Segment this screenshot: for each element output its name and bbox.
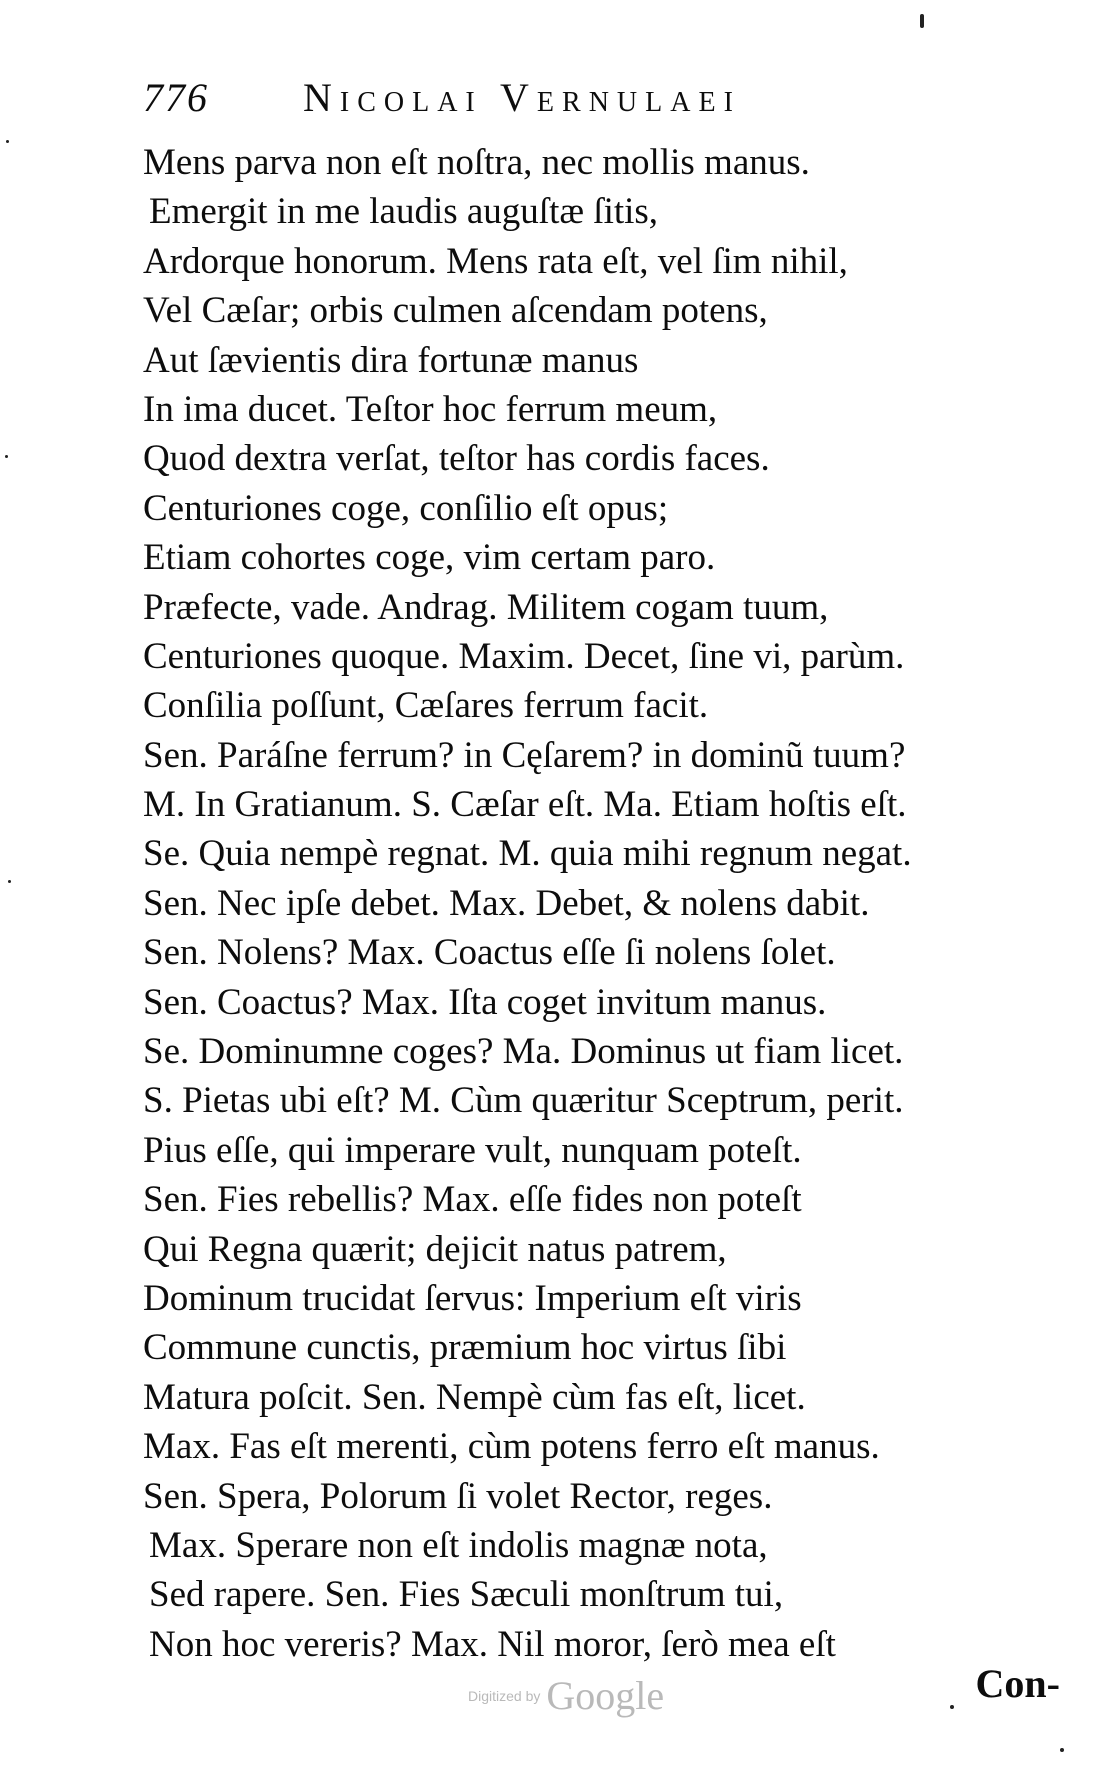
- verse-line: Sen. Paráſne ferrum? in Cęſarem? in dominũ tuum?: [143, 734, 906, 776]
- verse-line: Max. Fas eſt merenti, cùm potens ferro eſt manus.: [143, 1426, 880, 1468]
- verse-line: Etiam cohortes coge, vim certam paro.: [143, 537, 716, 579]
- verse-line: Max. Sperare non eſt indolis magnæ nota,: [149, 1524, 768, 1566]
- verse-line: Ardorque honorum. Mens rata eſt, vel ſim nihil,: [143, 240, 848, 282]
- scan-speck: [6, 140, 9, 143]
- verse-block: [143, 138, 1083, 1669]
- verse-line: Pius eſſe, qui imperare vult, nunquam poteſt.: [143, 1129, 802, 1171]
- verse-line: Centuriones coge, conſilio eſt opus;: [143, 487, 669, 529]
- scan-speck: [5, 455, 8, 458]
- watermark-brand: Google: [546, 1673, 665, 1718]
- verse-line: Vel Cæſar; orbis culmen aſcendam potens,: [143, 290, 768, 332]
- catchword: Con-: [975, 1661, 1060, 1706]
- watermark-prefix: Digitized by: [468, 1687, 541, 1704]
- scan-speck: [950, 1705, 954, 1709]
- verse-line: Non hoc vereris? Max. Nil moror, ſerò mea eſt: [149, 1623, 836, 1665]
- verse-line: Matura poſcit. Sen. Nempè cùm fas eſt, licet.: [143, 1376, 806, 1418]
- page-header: [143, 74, 1043, 124]
- verse-line: Sen. Fies rebellis? Max. eſſe fides non poteſt: [143, 1179, 802, 1221]
- verse-line: Sen. Nolens? Max. Coactus eſſe ſi nolens ſolet.: [143, 932, 836, 974]
- verse-line: Emergit in me laudis auguſtæ ſitis,: [149, 191, 659, 233]
- running-title: Nicolai Vernulaei: [303, 75, 741, 120]
- verse-line: Qui Regna quærit; dejicit natus patrem,: [143, 1228, 727, 1270]
- verse-line: Mens parva non eſt noſtra, nec mollis manus.: [143, 142, 810, 183]
- verse-line: Commune cunctis, præmium hoc virtus ſibi: [143, 1327, 787, 1369]
- verse-line: Centuriones quoque. Maxim. Decet, ſine vi, parùm.: [143, 635, 905, 677]
- verse-line: Sen. Nec ipſe debet. Max. Debet, & nolens dabit.: [143, 882, 870, 924]
- verse-line: Sen. Coactus? Max. Iſta coget invitum manus.: [143, 981, 827, 1023]
- verse-line: Se. Dominumne coges? Ma. Dominus ut fiam licet.: [143, 1031, 904, 1073]
- verse-line: S. Pietas ubi eſt? M. Cùm quæritur Sceptrum, perit.: [143, 1080, 904, 1122]
- verse-line: Conſilia poſſunt, Cæſares ferrum facit.: [143, 685, 709, 727]
- page-number: 776: [143, 75, 209, 120]
- verse-line: Præfecte, vade. Andrag. Militem cogam tuum,: [143, 586, 829, 628]
- verse-line: Sed rapere. Sen. Fies Sæculi monſtrum tui,: [149, 1574, 784, 1616]
- verse-line: Se. Quia nempè regnat. M. quia mihi regnum negat.: [143, 833, 912, 875]
- scan-speck: [1060, 1748, 1064, 1752]
- verse-line: M. In Gratianum. S. Cæſar eſt. Ma. Etiam hoſtis eſt.: [143, 784, 907, 826]
- verse-line: Dominum trucidat ſervus: Imperium eſt viris: [143, 1277, 802, 1319]
- verse-line: Aut ſævientis dira fortunæ manus: [143, 339, 639, 381]
- digitized-watermark: [468, 1672, 664, 1719]
- verse-line: In ima ducet. Teſtor hoc ferrum meum,: [143, 388, 718, 430]
- scan-speck: [8, 880, 11, 883]
- verse-line: Quod dextra verſat, teſtor has cordis faces.: [143, 438, 770, 480]
- verse-line: Sen. Spera, Polorum ſi volet Rector, reges.: [143, 1475, 773, 1517]
- scan-speck: [920, 14, 924, 28]
